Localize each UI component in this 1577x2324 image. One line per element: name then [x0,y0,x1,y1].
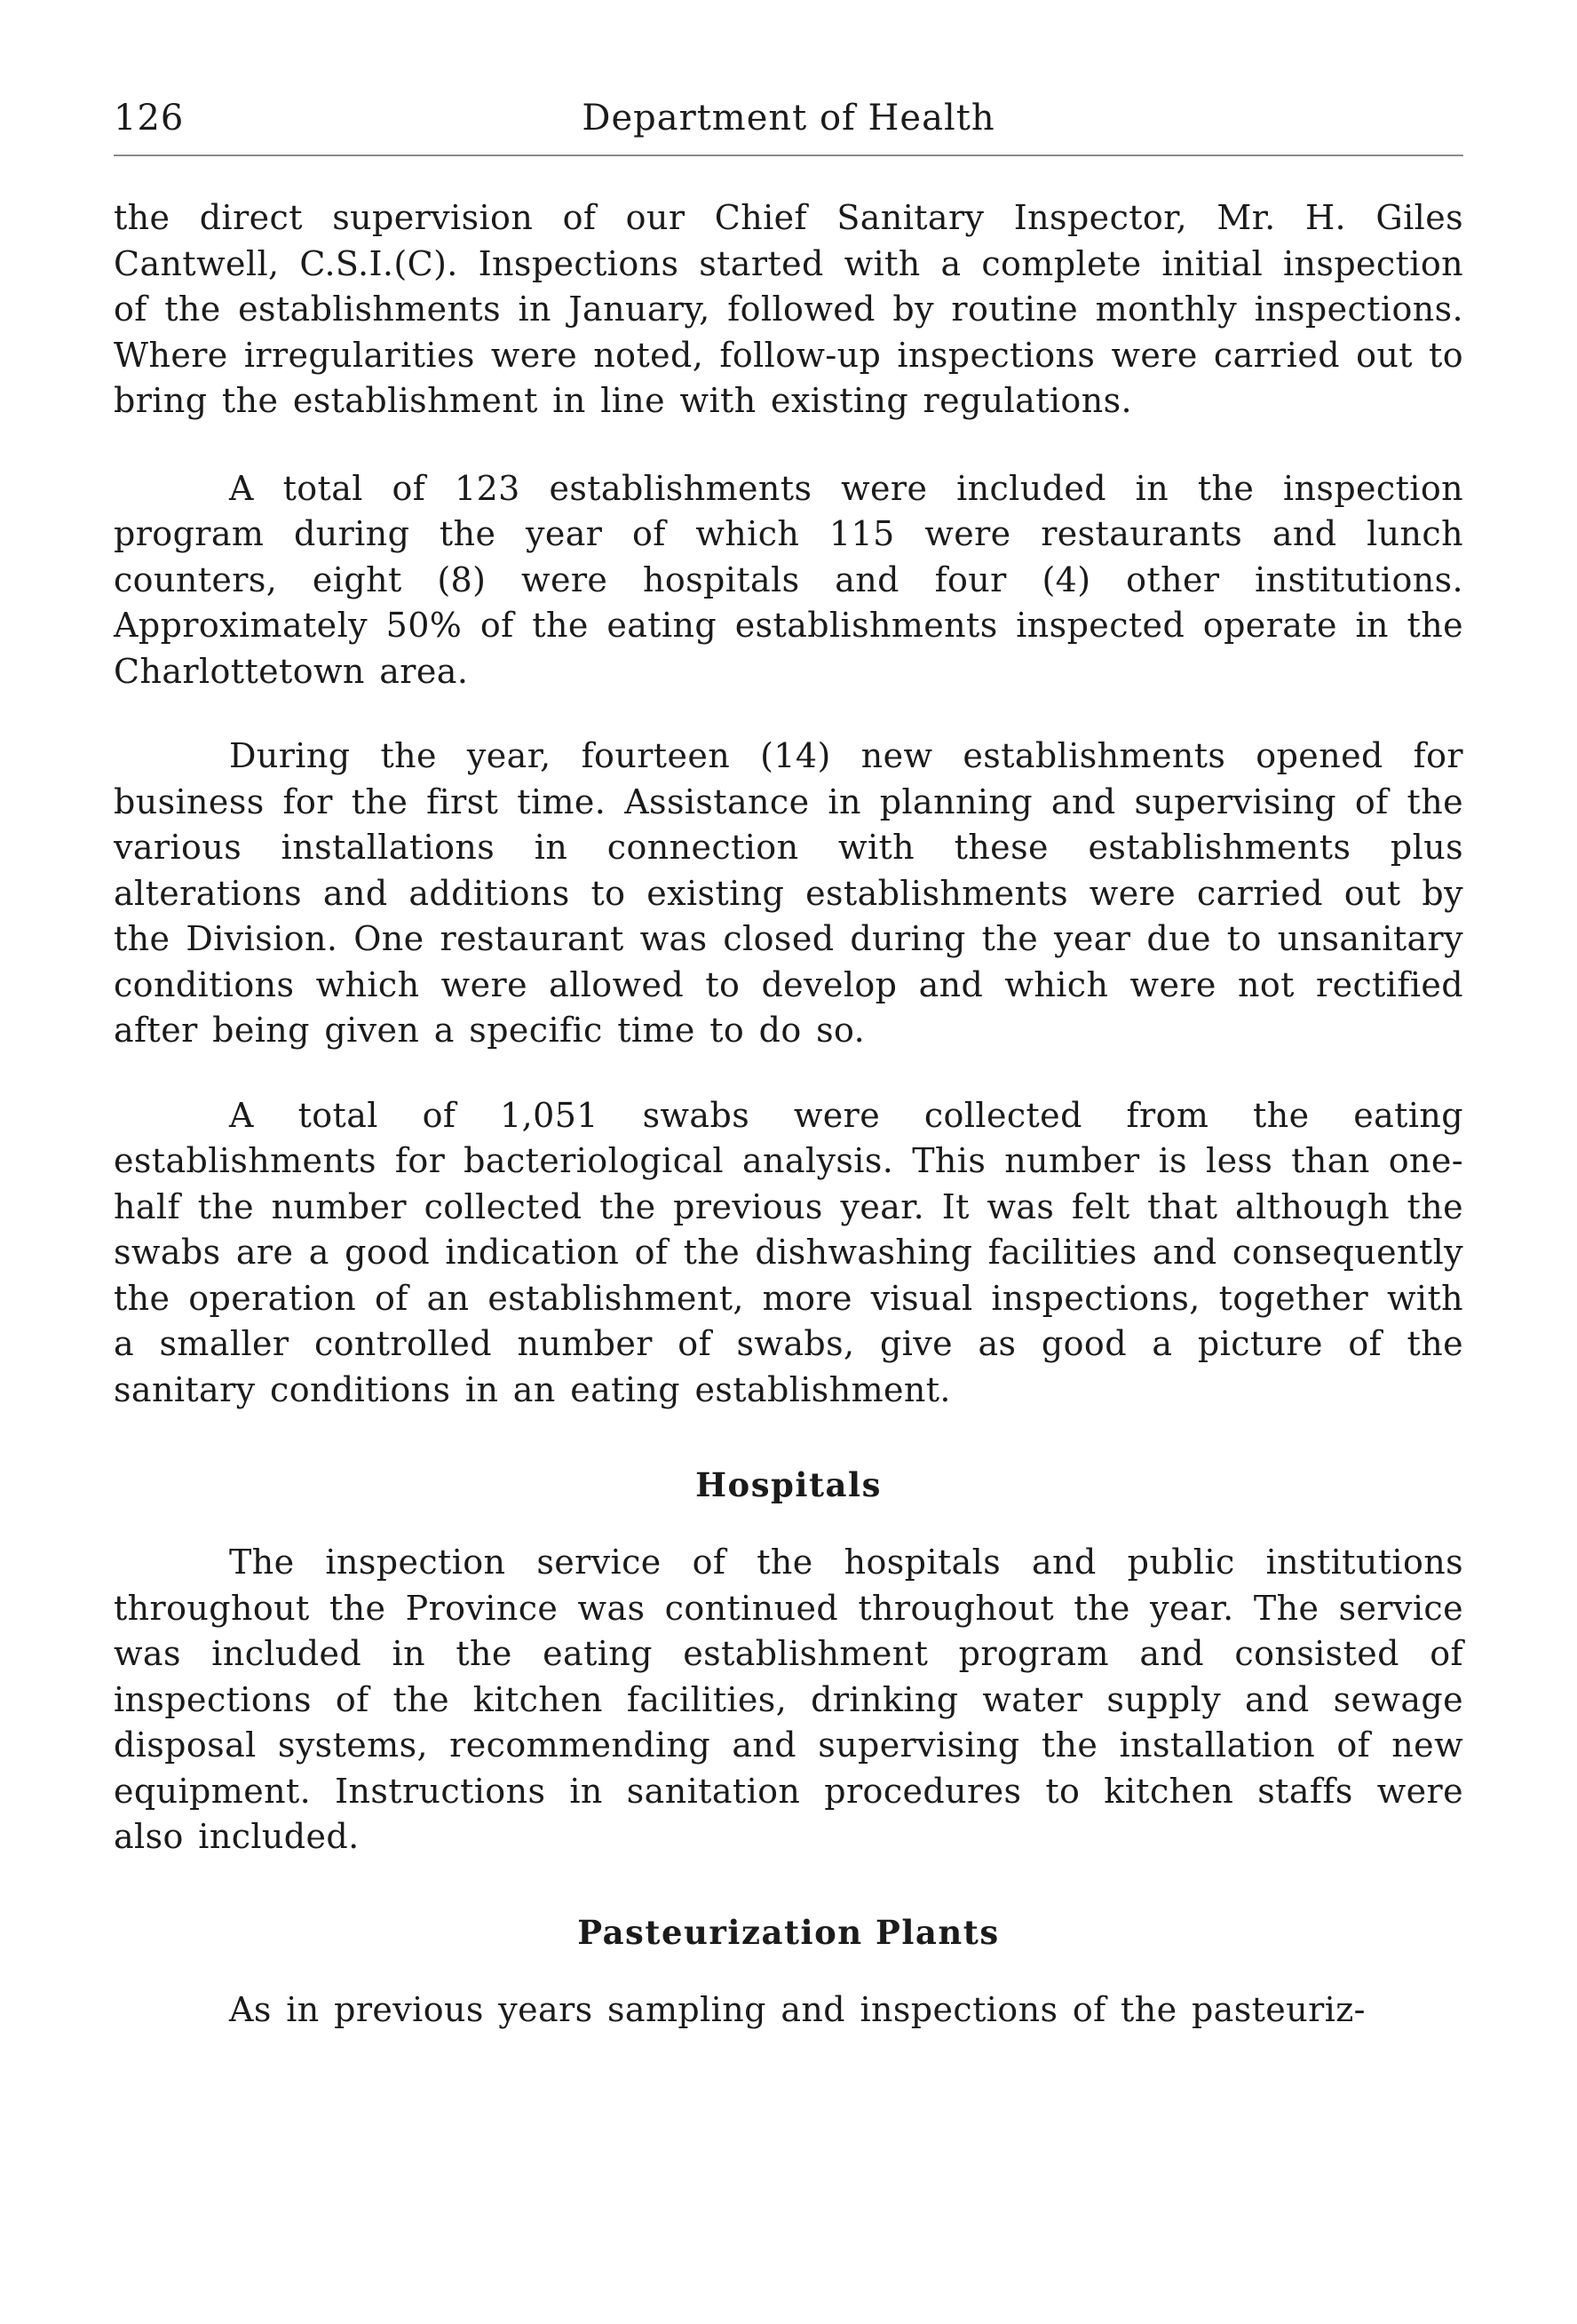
paragraph-hospitals: The inspection service of the hospitals and public institutions throughout the Province was continued throughout the year. The service was included in the eating establishment program and consisted of inspections of the kitchen facilities, drinking water supply and sewage disposal systems, recommending and supervising the installation of new equipment. Instructions in sanitation procedures to kitchen staffs were also included. [114,1543,1463,1856]
paragraph-pasteurization: As in previous years sampling and inspections of the pasteuriz- [229,1989,1366,2029]
page-header [114,89,1463,151]
paragraph-new-establishments: During the year, fourteen (14) new establishments opened for business for the first time. Assistance in planning and supervising of the various installations in connection with these establishments plus alterations and additions to existing establishments were carried out by the Division. One restaurant was closed during the year due to unsanitary conditions which were allowed to develop and which were not rectified after being given a specific time to do so. [114,736,1463,1050]
section-heading-hospitals: Hospitals [695,1465,882,1504]
paragraph-swabs: A total of 1,051 swabs were collected from the eating establishments for bacteriological analysis. This number is less than one-half the number collected the previous year. It was felt that although the swabs are a good indication of the dishwashing facilities and consequently the operation of an establishment, more visual inspections, together with a smaller controlled number of swabs, give as good a picture of the sanitary conditions in an eating establishment. [114,1095,1463,1409]
paragraph-establishments-total: A total of 123 establishments were included in the inspection program during the year of which 115 were restaurants and lunch counters, eight (8) were hospitals and four (4) other institutions. Approximately 50% of the eating establishments inspected operate in the Charlottetown area. [114,468,1463,691]
header-rule [114,155,1463,156]
section-heading-pasteurization-plants: Pasteurization Plants [577,1912,1000,1952]
body-text [114,195,1463,2033]
paragraph-continuation: the direct supervision of our Chief Sanitary Inspector, Mr. H. Giles Cantwell, C.S.I.(C). Inspections started with a complete initial inspection of the establishments in January, followed by routine monthly inspections. Where irregularities were noted, follow-up inspections were carried out to bring the establishment in line with existing regulations. [114,198,1463,420]
page-number: 126 [114,98,185,139]
running-head: Department of Health [582,98,995,139]
